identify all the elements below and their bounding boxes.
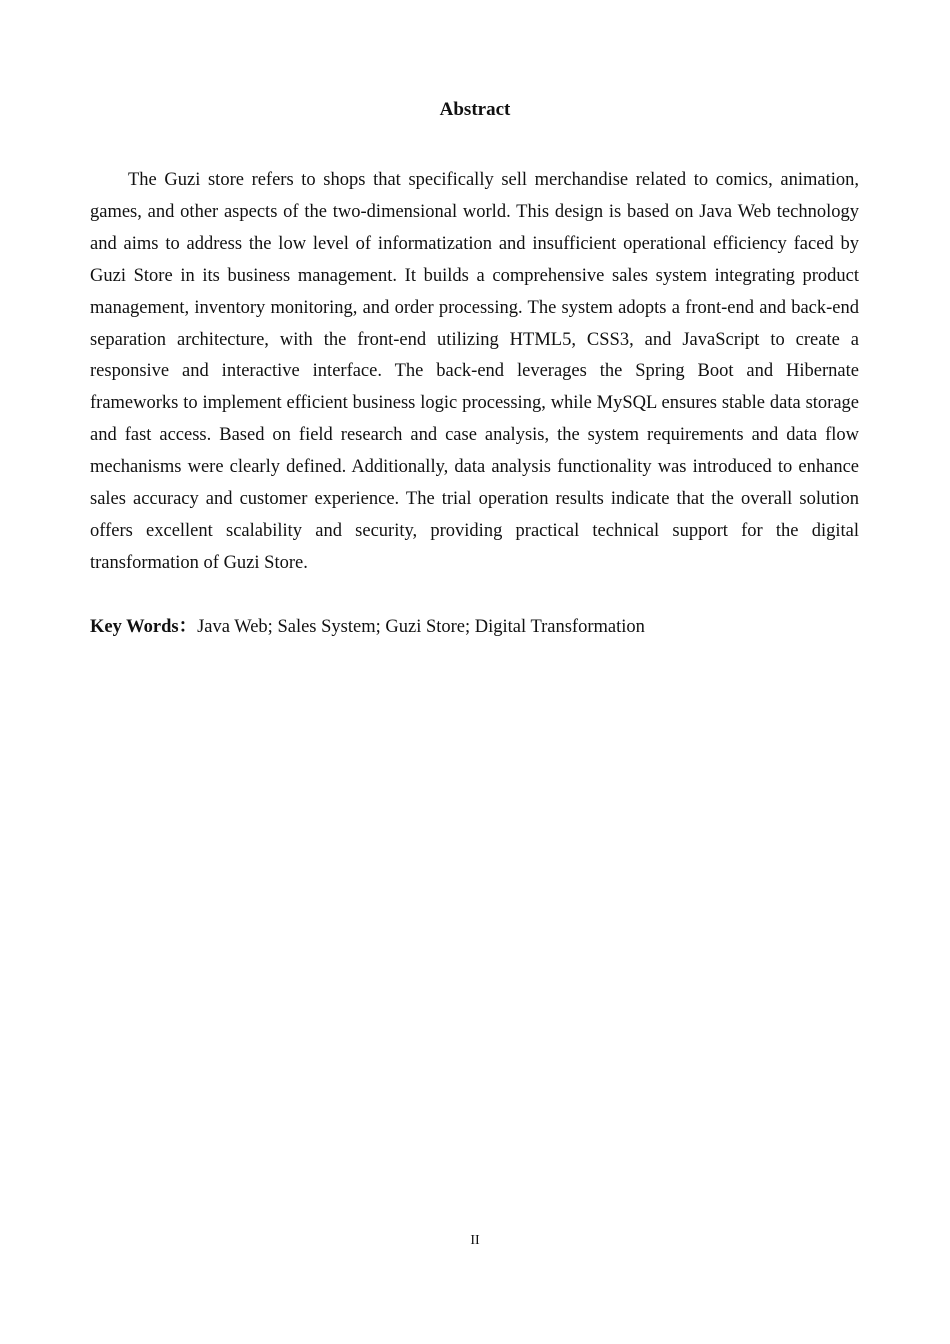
keywords-label: Key Words： <box>90 617 198 637</box>
page-number: II <box>470 1233 480 1248</box>
keywords-line <box>90 614 859 640</box>
abstract-heading: Abstract <box>439 99 511 120</box>
abstract-body: The Guzi store refers to shops that specifically sell merchandise related to comics, animation, games, and other aspects of the two-dimensional world. This design is based on Java Web technology and aims to address the low level of informatization and insufficient operational efficiency faced by Guzi Store in its business management. It builds a comprehensive sales system integrating product management, inventory monitoring, and order processing. The system adopts a front-end and back-end separation architecture, with the front-end utilizing HTML5, CSS3, and JavaScript to create a responsive and interactive interface. The back-end leverages the Spring Boot and Hibernate frameworks to implement efficient business logic processing, while MySQL ensures stable data storage and fast access. Based on field research and case analysis, the system requirements and data flow mechanisms were clearly defined. Additionally, data analysis functionality was introduced to enhance sales accuracy and customer experience. The trial operation results indicate that the overall solution offers excellent scalability and security, providing practical technical support for the digital transformation of Guzi Store. <box>90 170 859 573</box>
keywords-text: Java Web; Sales System; Guzi Store; Digital Transformation <box>197 617 645 637</box>
